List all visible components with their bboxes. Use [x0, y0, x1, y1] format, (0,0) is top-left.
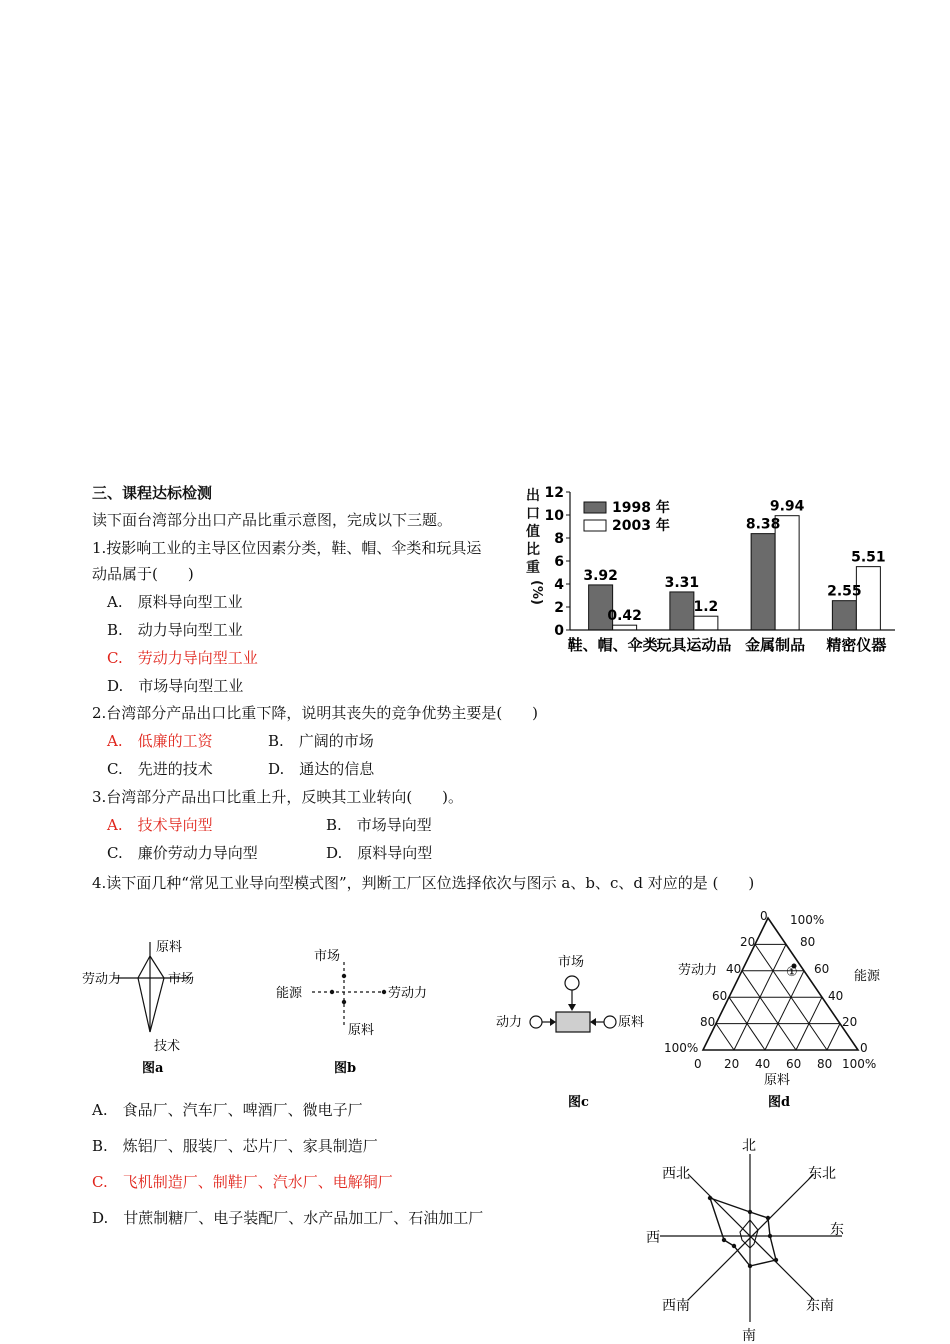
fig-a-label-top: 原料 [156, 940, 183, 955]
q1-option-d[interactable]: D. 市场导向型工业 [107, 677, 244, 695]
fig-d-left-tick-40: 40 [726, 962, 742, 976]
legend-swatch-2003 [584, 520, 606, 531]
compass-northeast: 东北 [808, 1166, 836, 1182]
q3-option-d[interactable]: D. 原料导向型 [326, 844, 433, 862]
ternary-grid-line [765, 971, 804, 1050]
q1-option-a[interactable]: A. 原料导向型工业 [107, 593, 243, 611]
q2-option-b[interactable]: B. 广阔的市场 [268, 732, 374, 750]
fig-d-left-tick-100: 100% [664, 1041, 699, 1055]
fig-d-bottom-tick-40: 40 [755, 1057, 771, 1071]
fig-d-left-tick-80: 80 [700, 1015, 716, 1029]
y-tick-label: 2 [554, 600, 564, 616]
q3-option-b[interactable]: B. 市场导向型 [326, 816, 432, 834]
compass-west: 西 [646, 1230, 660, 1246]
bar-value-label: 5.51 [851, 549, 886, 566]
q3-option-a-answer[interactable]: A. 技术导向型 [107, 816, 213, 834]
q1-option-c-answer[interactable]: C. 劳动力导向型工业 [107, 649, 258, 667]
fig-d-caption: 图d [768, 1095, 791, 1110]
q2-option-d[interactable]: D. 通达的信息 [268, 760, 375, 778]
compass-east: 东 [830, 1222, 844, 1238]
fig-d-bottom-tick-100: 100% [842, 1057, 877, 1071]
bar-value-label: 2.55 [827, 583, 862, 600]
q2-stem: 2.台湾部分产品出口比重下降，说明其丧失的竞争优势主要是( ) [92, 704, 539, 722]
fig-d-axis-right: 能源 [854, 969, 881, 984]
bar-value-label: 0.42 [607, 608, 642, 625]
y-axis-title-char-4: 比 [526, 542, 540, 558]
q2-option-c[interactable]: C. 先进的技术 [107, 760, 213, 778]
compass-rose-diagram [646, 1132, 856, 1342]
fig-b-label-top: 市场 [314, 949, 341, 964]
y-tick-label: 8 [554, 531, 564, 547]
compass-southwest: 西南 [662, 1298, 690, 1314]
fig-d-right-tick-100: 100% [790, 913, 825, 927]
fig-d-left-tick-60: 60 [712, 989, 728, 1003]
category-label: 鞋、帽、伞类 [567, 636, 658, 654]
figure-c-flow-diagram [490, 950, 660, 1110]
fig-d-right-tick-60: 60 [814, 962, 830, 976]
bar-value-label: 9.94 [769, 498, 805, 515]
bar-value-label: 3.31 [664, 574, 700, 591]
figure-a-kite-diagram [78, 936, 218, 1084]
compass-north: 北 [742, 1138, 756, 1154]
fig-a-caption: 图a [142, 1061, 164, 1076]
compass-southeast: 东南 [806, 1298, 834, 1314]
export-share-bar-chart [520, 480, 900, 660]
fig-d-right-tick-80: 80 [800, 935, 816, 949]
fig-c-label-right: 原料 [618, 1015, 645, 1030]
ternary-grid-line [716, 1024, 734, 1050]
y-tick-label: 12 [544, 485, 564, 501]
y-axis-title-char-1: 出 [526, 488, 540, 504]
y-tick-label: 10 [544, 508, 564, 524]
figure-b-cross-diagram [272, 946, 442, 1080]
figure-d-ternary-diagram [664, 908, 898, 1112]
bar-value-label: 8.38 [745, 516, 781, 533]
fig-d-bottom-tick-20: 20 [724, 1057, 740, 1071]
y-axis-title-char-5: 重 [526, 560, 540, 576]
q4-stem: 4.读下面几种“常见工业导向型模式图”，判断工厂区位选择依次与图示 a、b、c、d 对应的是 ( ) [92, 874, 755, 892]
legend [584, 499, 670, 534]
fig-b-caption: 图b [334, 1061, 357, 1076]
bar-1998-1 [670, 592, 694, 630]
fig-c-label-top: 市场 [558, 955, 585, 970]
fig-d-left-tick-20: 20 [740, 935, 756, 949]
compass-south: 南 [742, 1328, 756, 1344]
bar-2003-1 [694, 616, 718, 630]
bar-1998-2 [751, 534, 775, 630]
category-label: 精密仪器 [826, 636, 887, 654]
ternary-grid-line [742, 971, 796, 1050]
compass-northwest: 西北 [662, 1166, 690, 1182]
y-axis-unit: (%) [529, 580, 544, 605]
y-tick-label: 6 [554, 554, 564, 570]
fig-a-label-left: 劳动力 [82, 972, 122, 987]
fig-b-label-right: 劳动力 [388, 986, 428, 1001]
fig-d-right-tick-20: 20 [842, 1015, 858, 1029]
fig-d-right-tick-0: 0 [860, 1041, 868, 1055]
legend-label-2003: 2003 年 [612, 518, 670, 534]
y-axis-title-char-2: 口 [526, 506, 540, 522]
intro-text: 读下面台湾部分出口产品比重示意图，完成以下三题。 [92, 511, 453, 529]
bar-value-label: 3.92 [583, 567, 618, 584]
fig-b-label-bottom: 原料 [348, 1023, 375, 1038]
q4-option-b[interactable]: B. 炼铝厂、服装厂、芯片厂、家具制造厂 [92, 1137, 378, 1155]
bar-value-label: 1.2 [693, 599, 719, 616]
legend-label-1998: 1998 年 [612, 500, 670, 516]
q3-stem: 3.台湾部分产品出口比重上升，反映其工业转向( )。 [92, 788, 464, 806]
bar-2003-0 [613, 625, 637, 630]
section-title: 三、课程达标检测 [92, 484, 213, 502]
q4-option-c-answer[interactable]: C. 飞机制造厂、制鞋厂、汽水厂、电解铜厂 [92, 1173, 393, 1191]
y-axis-title-char-3: 值 [526, 524, 540, 540]
y-tick-label: 0 [554, 623, 564, 639]
q1-stem-line2: 动品属于( ) [92, 565, 194, 583]
fig-d-bottom-tick-60: 60 [786, 1057, 802, 1071]
q1-stem-line1: 1.按影响工业的主导区位因素分类，鞋、帽、伞类和玩具运 [92, 539, 482, 557]
y-tick-label: 4 [554, 577, 564, 593]
q2-option-a-answer[interactable]: A. 低廉的工资 [107, 732, 213, 750]
fig-c-caption: 图c [568, 1095, 589, 1110]
compass-frequency-polygon [710, 1198, 776, 1266]
fig-d-axis-left: 劳动力 [678, 963, 718, 978]
legend-swatch-1998 [584, 502, 606, 513]
fig-d-bottom-tick-0: 0 [694, 1057, 702, 1071]
q4-option-d[interactable]: D. 甘蔗制糖厂、电子装配厂、水产品加工厂、石油加工厂 [92, 1209, 484, 1227]
fig-d-bottom-tick-80: 80 [817, 1057, 833, 1071]
fig-b-label-left: 能源 [276, 986, 303, 1001]
y-axis-title [526, 488, 544, 605]
q1-option-b[interactable]: B. 动力导向型工业 [107, 621, 243, 639]
bar-2003-2 [775, 516, 799, 630]
fig-d-marker: ① [786, 965, 798, 980]
q3-option-c[interactable]: C. 廉价劳动力导向型 [107, 844, 258, 862]
fig-a-label-right: 市场 [168, 972, 195, 987]
fig-d-axis-bottom: 原料 [764, 1073, 791, 1088]
fig-d-right-tick-40: 40 [828, 989, 844, 1003]
fig-a-label-bottom: 技术 [154, 1039, 181, 1054]
bar-1998-3 [832, 601, 856, 630]
fig-c-label-left: 动力 [496, 1015, 523, 1030]
ternary-grid-line [827, 1024, 840, 1050]
q4-option-a[interactable]: A. 食品厂、汽车厂、啤酒厂、微电子厂 [92, 1101, 363, 1119]
category-label: 金属制品 [745, 636, 806, 654]
category-label: 玩具运动品 [656, 636, 732, 654]
fig-c-factory-box [556, 1012, 590, 1032]
fig-d-left-tick-0: 0 [760, 909, 768, 923]
